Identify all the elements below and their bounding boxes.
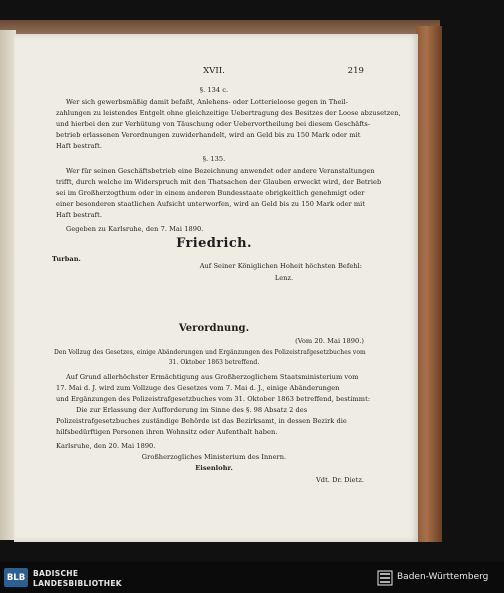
- library-footer: [0, 562, 504, 593]
- section-135-line: trifft, durch welche im Widerspruch mit den Thatsachen der Glauben erweckt wird, der Betrieb: [56, 178, 382, 186]
- verordnung-body-line: Die zur Erlassung der Aufforderung im Sinne des §. 98 Absatz 2 des: [76, 406, 308, 414]
- section-134c-line: zahlungen zu leistendes Entgelt ohne gleichzeitige Uebertragung des Besitzes der Loose abzusetzen,: [56, 109, 401, 117]
- baden-wuerttemberg-lions-icon: [377, 570, 393, 586]
- chapter-number: XVII.: [203, 66, 225, 76]
- section-135-heading: §. 135.: [202, 155, 226, 163]
- verordnung-subject-line: Den Vollzug des Gesetzes, einige Abänderungen und Ergänzungen des Polizeistrafgesetzbuches vom: [54, 349, 366, 356]
- signature-friedrich: Friedrich.: [176, 236, 252, 251]
- page-number: 219: [347, 66, 364, 76]
- section-135-line: Wer für seinen Geschäftsbetrieb eine Bezeichnung anwendet oder andere Veranstaltungen: [66, 167, 375, 175]
- section-135-line: sei im Großherzogthum oder in einem anderen Bundesstaate obrigkeitlich genehmigt oder: [56, 189, 365, 197]
- verordnung-body-line: und Ergänzungen des Polizeistrafgesetzbuches vom 31. Oktober 1863 betreffend, bestimmt:: [56, 395, 371, 403]
- section-134c-line: betrieb erlassenen Verordnungen zuwiderhandelt, wird an Geld bis zu 150 Mark oder mit: [56, 131, 361, 139]
- verordnung-date: (Vom 20. Mai 1890.): [295, 337, 364, 345]
- baden-wuerttemberg-label[interactable]: Baden-Württemberg: [397, 572, 489, 582]
- section-134c-heading: §. 134 c.: [199, 86, 229, 94]
- blb-logo[interactable]: BLB: [4, 568, 28, 587]
- verordnung-body-line: 17. Mai d. J. wird zum Vollzuge des Gesetzes vom 7. Mai d. J., einige Abänderungen: [56, 384, 340, 392]
- verordnung-subject-line: 31. Oktober 1863 betreffend.: [168, 359, 260, 366]
- verordnung-place-date: Karlsruhe, den 20. Mai 1890.: [56, 442, 156, 450]
- signature-eisenlohr: Eisenlohr.: [195, 464, 233, 472]
- signature-turban: Turban.: [52, 255, 81, 263]
- section-135-line: Haft bestraft.: [56, 211, 102, 219]
- book-binding-edge: [416, 26, 442, 542]
- section-134c-line: und hierbei den zur Verhütung von Täuschung oder Uebervortheilung bei diesem Geschäfts-: [56, 120, 371, 128]
- section-135-line: einer besonderen staatlichen Aufsicht unterworfen, wird an Geld bis zu 150 Mark oder mit: [56, 200, 366, 208]
- verordnung-body-line: Polizeistrafgesetzbuches zuständige Behörde ist das Bezirksamt, in dessen Bezirk die: [56, 417, 347, 425]
- verordnung-title: Verordnung.: [178, 323, 250, 334]
- verordnung-body-line: hilfsbedürftigen Personen ihren Wohnsitz oder Aufenthalt haben.: [56, 428, 278, 436]
- blb-name-line2: LANDESBIBLIOTHEK: [33, 579, 122, 588]
- vdt-line: Vdt. Dr. Dietz.: [316, 476, 364, 484]
- section-134c-line: Haft bestraft.: [56, 142, 102, 150]
- command-line: Auf Seiner Königlichen Hoheit höchsten Befehl:: [199, 262, 362, 270]
- document-page: [14, 34, 418, 542]
- blb-name-line1: BADISCHE: [33, 569, 79, 578]
- ministry-line: Großherzogliches Ministerium des Innern.: [141, 453, 287, 461]
- section-134c-line: Wer sich gewerbsmäßig damit befaßt, Anlehens- oder Lotterieloose gegen in Theil-: [66, 98, 348, 106]
- signature-lenz: Lenz.: [274, 274, 294, 282]
- verordnung-body-line: Auf Grund allerhöchster Ermächtigung aus Großherzoglichem Staatsministerium vom: [66, 373, 359, 381]
- given-date-line: Gegeben zu Karlsruhe, den 7. Mai 1890.: [66, 225, 204, 233]
